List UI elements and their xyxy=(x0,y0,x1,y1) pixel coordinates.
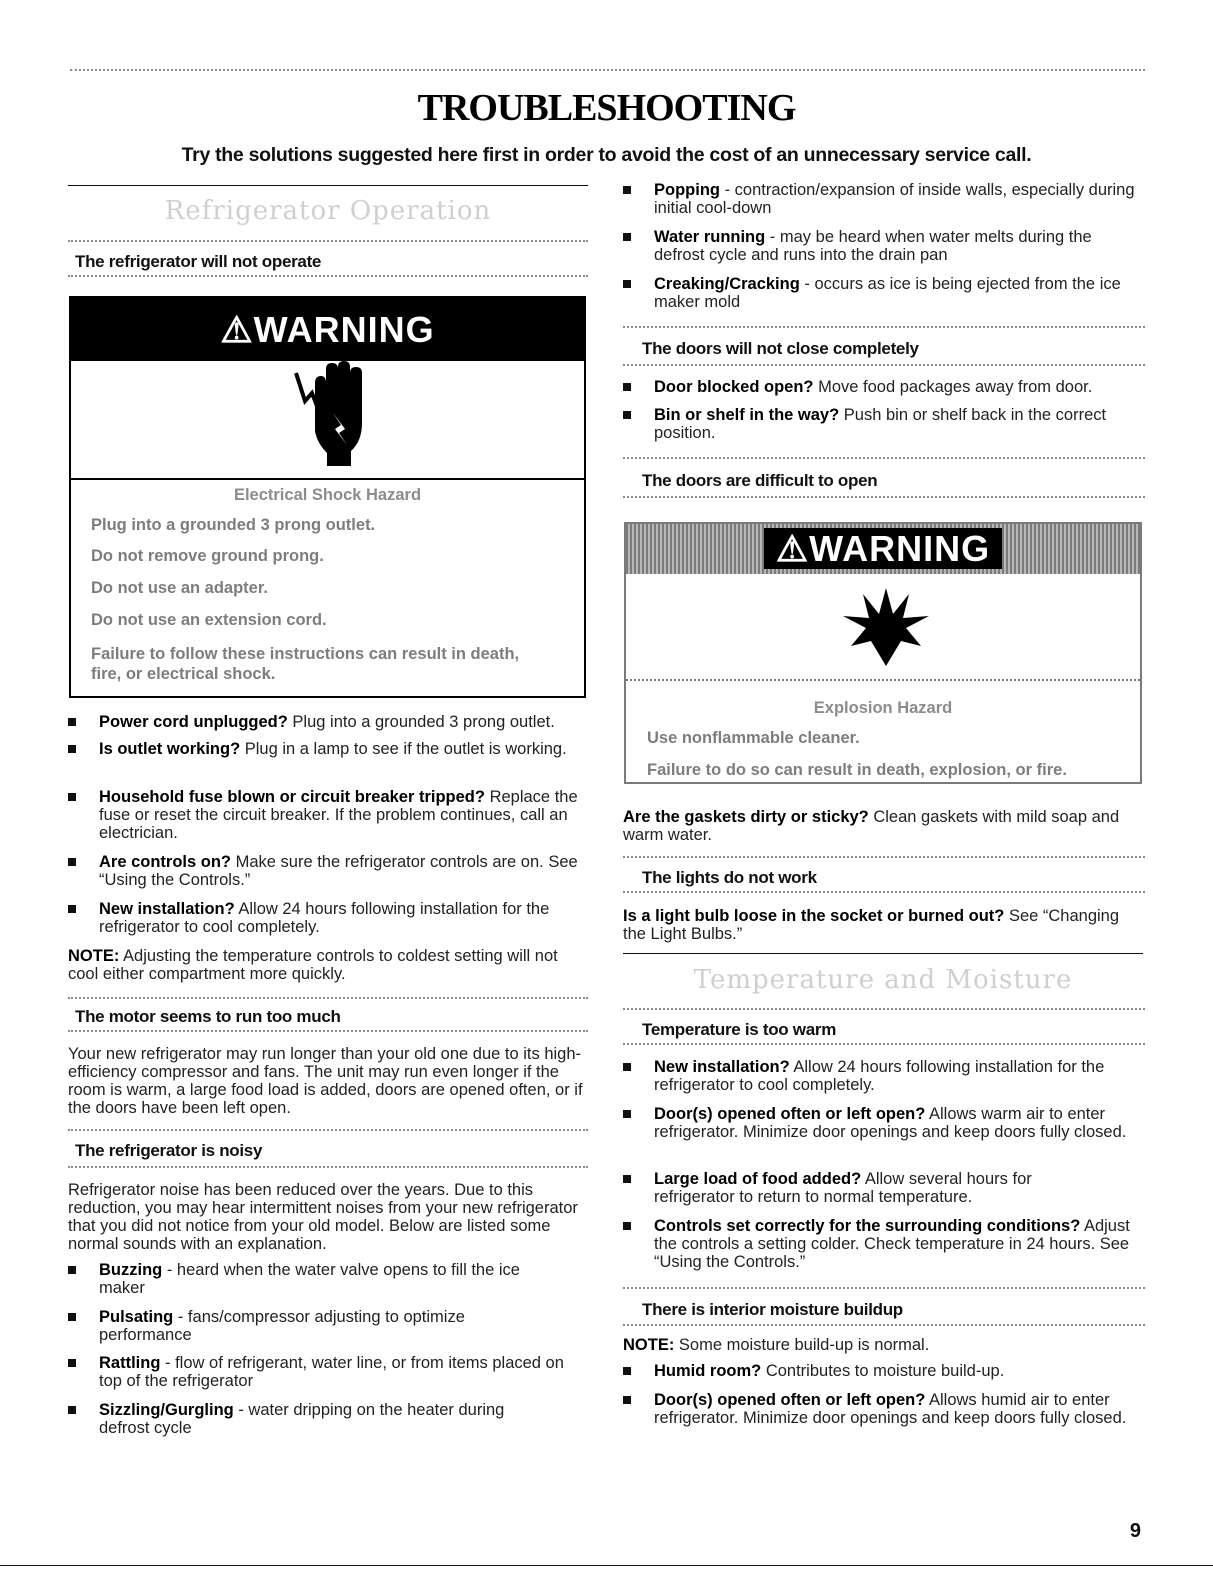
divider xyxy=(623,496,1145,498)
list-item xyxy=(68,1354,588,1394)
bullet-label: Are controls on? xyxy=(99,853,232,871)
motor-paragraph: Your new refrigerator may run longer than your old one due to its high-efficiency compressor and fans. The unit may run even longer if the room is warm, a large food load is added, doors are opened often, or if the doors have been left open. xyxy=(68,1045,583,1117)
bullet-label: New installation? xyxy=(654,1058,790,1076)
bullet-text: - may be heard when water melts during the defrost cycle and runs into the drain pan xyxy=(654,228,1092,264)
bullet-label: Creaking/Cracking xyxy=(654,275,800,293)
divider xyxy=(68,1166,588,1168)
bullet-label: Popping xyxy=(654,181,720,199)
bullet-label: Is outlet working? xyxy=(99,740,241,758)
bullet-text: Move food packages away from door. xyxy=(813,378,1093,396)
section-rule xyxy=(623,953,1143,954)
bullet-icon xyxy=(623,280,631,288)
bullet-icon xyxy=(623,1396,631,1404)
bullet-label: New installation? xyxy=(99,900,235,918)
warning-line: Failure to follow these instructions can result in death, xyxy=(91,645,520,663)
bullet-text: Contributes to moisture build-up. xyxy=(761,1362,1005,1380)
bullet-icon xyxy=(68,1266,76,1274)
electrical-warning-box xyxy=(69,296,586,698)
question-text: Clean gaskets with mild soap and warm water. xyxy=(623,808,1120,844)
divider xyxy=(623,1043,1145,1045)
bullet-icon xyxy=(623,1063,631,1071)
top-rule xyxy=(70,69,1145,71)
note-label: NOTE: xyxy=(68,947,120,965)
list-item xyxy=(68,853,590,893)
divider xyxy=(68,1129,588,1131)
noisy-paragraph: Refrigerator noise has been reduced over the years. Due to this reduction, you may hear intermittent noises from your new refrigerator that you did not notice from your old model. Below are listed some normal sounds with an explanation. xyxy=(68,1181,578,1253)
warning-banner: ⚠WARNING xyxy=(71,298,584,361)
subhead-motor: The motor seems to run too much xyxy=(75,1007,341,1026)
divider xyxy=(68,240,588,242)
bullet-label: Rattling xyxy=(99,1354,161,1372)
subhead-temp-warm: Temperature is too warm xyxy=(642,1020,837,1039)
warning-line: Do not use an adapter. xyxy=(91,579,268,597)
divider xyxy=(623,1287,1145,1289)
bullet-text: Make sure the refrigerator controls are on. See “Using the Controls.” xyxy=(99,853,578,889)
lights-paragraph xyxy=(623,907,1143,943)
bullet-icon xyxy=(623,383,631,391)
bullet-text: Allows humid air to enter refrigerator. Minimize door openings and keep doors fully closed. xyxy=(654,1391,1127,1427)
gaskets-paragraph xyxy=(623,808,1143,844)
bullet-text: Allow 24 hours following installation for the refrigerator to cool completely. xyxy=(99,900,550,936)
note-text: Adjusting the temperature controls to coldest setting will not cool either compartment more quickly. xyxy=(68,947,558,983)
list-item xyxy=(623,1170,1063,1210)
warning-line: Do not use an extension cord. xyxy=(91,611,327,629)
divider xyxy=(623,457,1145,459)
page-number: 9 xyxy=(1129,1520,1141,1542)
bullet-label: Door blocked open? xyxy=(654,378,814,396)
bullet-label: Household fuse blown or circuit breaker tripped? xyxy=(99,788,485,806)
bullet-label: Power cord unplugged? xyxy=(99,713,288,731)
bullet-text: Plug in a lamp to see if the outlet is working. xyxy=(240,740,567,758)
bullet-label: Large load of food added? xyxy=(654,1170,862,1188)
list-item xyxy=(623,1058,1143,1098)
warning-separator xyxy=(71,478,584,480)
divider xyxy=(623,364,1145,366)
list-item xyxy=(623,406,1143,446)
subhead-doors-open: The doors are difficult to open xyxy=(642,471,878,490)
list-item xyxy=(623,378,1143,398)
bullet-text: - contraction/expansion of inside walls, especially during initial cool-down xyxy=(654,181,1135,217)
note-text: Some moisture build-up is normal. xyxy=(674,1336,930,1354)
divider xyxy=(68,1030,588,1032)
bullet-text: Replace the fuse or reset the circuit breaker. If the problem continues, call an electrician. xyxy=(99,788,578,842)
list-item xyxy=(623,1391,1143,1447)
list-item xyxy=(68,740,568,780)
section-heading-refrigerator-operation: Refrigerator Operation xyxy=(164,196,492,226)
question-label: Is a light bulb loose in the socket or burned out? xyxy=(623,907,1005,925)
list-item xyxy=(68,1308,538,1348)
list-item xyxy=(68,900,590,940)
warning-banner xyxy=(626,524,1140,574)
warning-line: Do not remove ground prong. xyxy=(91,547,324,565)
section-rule xyxy=(68,185,588,186)
bullet-icon xyxy=(623,233,631,241)
bullet-text: - occurs as ice is being ejected from the ice maker mold xyxy=(654,275,1121,311)
list-item xyxy=(68,713,590,733)
note-paragraph xyxy=(68,947,588,983)
warning-separator xyxy=(626,679,1140,681)
divider xyxy=(68,997,588,999)
subhead-will-not-operate: The refrigerator will not operate xyxy=(75,252,322,271)
warning-line: Plug into a grounded 3 prong outlet. xyxy=(91,516,376,534)
bullet-icon xyxy=(68,793,76,801)
bullet-icon xyxy=(623,1175,631,1183)
bullet-icon xyxy=(68,1313,76,1321)
note-label: NOTE: xyxy=(623,1336,675,1354)
subhead-lights: The lights do not work xyxy=(642,868,817,887)
subhead-moisture: There is interior moisture buildup xyxy=(642,1300,903,1319)
warning-hazard-title: Electrical Shock Hazard xyxy=(233,486,422,504)
list-item xyxy=(68,788,590,844)
divider xyxy=(68,275,588,277)
list-item xyxy=(68,1401,558,1441)
bullet-text: Allow several hours for refrigerator to return to normal temperature. xyxy=(654,1170,1032,1206)
list-item xyxy=(623,1362,1143,1382)
divider xyxy=(623,856,1145,858)
bullet-text: Push bin or shelf back in the correct position. xyxy=(654,406,1107,442)
warning-line: Failure to do so can result in death, explosion, or fire. xyxy=(647,761,1067,779)
bullet-text: - heard when the water valve opens to fill the ice maker xyxy=(99,1261,520,1297)
list-item xyxy=(623,181,1143,221)
explosion-icon xyxy=(841,586,931,671)
bullet-label: Bin or shelf in the way? xyxy=(654,406,840,424)
warning-line: Use nonflammable cleaner. xyxy=(647,729,860,747)
bullet-label: Door(s) opened often or left open? xyxy=(654,1391,926,1409)
divider xyxy=(623,1324,1145,1326)
bullet-text: - water dripping on the heater during defrost cycle xyxy=(99,1401,505,1437)
list-item xyxy=(623,1105,1143,1161)
bullet-text: Allows warm air to enter refrigerator. Minimize door openings and keep doors fully closed. xyxy=(654,1105,1127,1141)
bullet-icon xyxy=(623,1367,631,1375)
list-item xyxy=(623,275,1143,315)
page-title: TROUBLESHOOTING xyxy=(417,87,796,129)
bullet-icon xyxy=(623,1222,631,1230)
question-label: Are the gaskets dirty or sticky? xyxy=(623,808,869,826)
bottom-rule xyxy=(0,1565,1213,1566)
bullet-icon xyxy=(68,745,76,753)
moisture-note xyxy=(623,1336,1143,1354)
warning-line: fire, or electrical shock. xyxy=(91,665,276,683)
question-text: See “Changing the Light Bulbs.” xyxy=(623,907,1120,943)
list-item xyxy=(623,1217,1133,1273)
bullet-label: Door(s) opened often or left open? xyxy=(654,1105,926,1123)
bullet-label: Water running xyxy=(654,228,766,246)
list-item xyxy=(68,1261,568,1301)
page-subtitle: Try the solutions suggested here first in order to avoid the cost of an unnecessary service call. xyxy=(181,144,1032,166)
bullet-text: Adjust the controls a setting colder. Check temperature in 24 hours. See “Using the Controls.” xyxy=(654,1217,1130,1271)
warning-hazard-title: Explosion Hazard xyxy=(813,699,953,717)
bullet-text: - flow of refrigerant, water line, or from items placed on top of the refrigerator xyxy=(99,1354,564,1390)
bullet-icon xyxy=(623,186,631,194)
warning-banner-text: ⚠WARNING xyxy=(764,528,1002,569)
bullet-icon xyxy=(68,905,76,913)
bullet-icon xyxy=(68,1359,76,1367)
bullet-text: Allow 24 hours following installation for the refrigerator to cool completely. xyxy=(654,1058,1105,1094)
bullet-icon xyxy=(68,1406,76,1414)
subhead-noisy: The refrigerator is noisy xyxy=(75,1141,263,1160)
bullet-label: Sizzling/Gurgling xyxy=(99,1401,234,1419)
bullet-text: Plug into a grounded 3 prong outlet. xyxy=(287,713,555,731)
shock-hand-icon xyxy=(71,361,584,478)
subhead-doors-close: The doors will not close completely xyxy=(642,339,919,358)
list-item xyxy=(623,228,1143,268)
divider xyxy=(623,891,1145,893)
bullet-label: Controls set correctly for the surrounding conditions? xyxy=(654,1217,1081,1235)
bullet-text: - fans/compressor adjusting to optimize performance xyxy=(99,1308,465,1344)
bullet-label: Buzzing xyxy=(99,1261,163,1279)
bullet-label: Pulsating xyxy=(99,1308,174,1326)
bullet-icon xyxy=(623,1110,631,1118)
divider xyxy=(623,326,1145,328)
section-heading-temperature-moisture: Temperature and Moisture xyxy=(693,965,1073,995)
bullet-icon xyxy=(68,858,76,866)
divider xyxy=(623,1008,1145,1010)
bullet-label: Humid room? xyxy=(654,1362,762,1380)
bullet-icon xyxy=(623,411,631,419)
bullet-icon xyxy=(68,718,76,726)
